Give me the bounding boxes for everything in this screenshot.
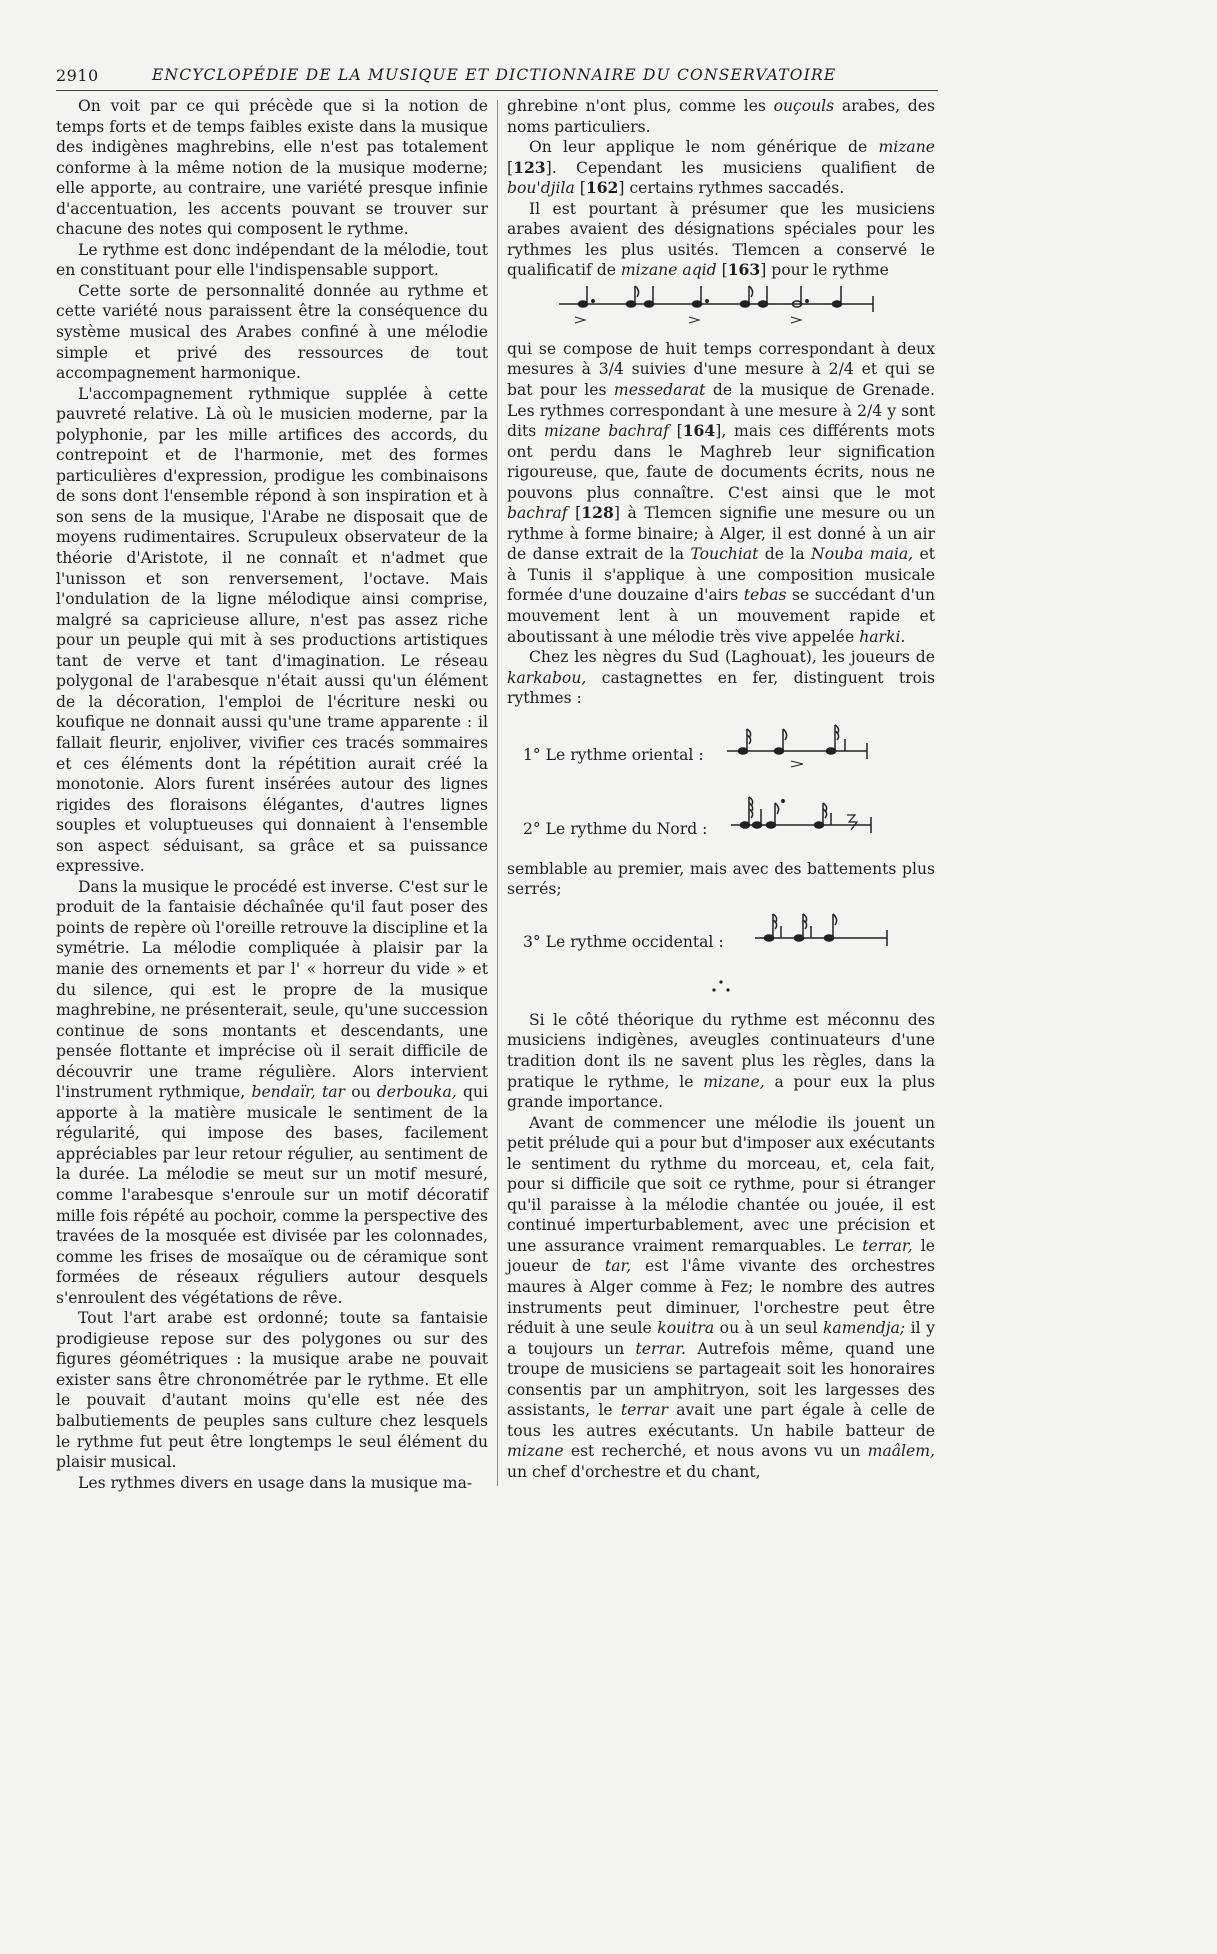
rhythm-nord-notation: [721, 789, 891, 853]
paragraph: ghrebine n'ont plus, comme les ouçouls arabes, des noms particuliers.: [507, 97, 935, 136]
rhythm-oriental-notation: [717, 709, 887, 779]
paragraph: L'accompagnement rythmique supplée à cette pauvreté relative. Là où le musicien moderne, par la polyphonie, par les mille artifices des accords, du contrepoint et de l'harmonie, met des formes particulières d'expression, prodigue les combinaisons de sons dont l'ensemble répond à son inspiration et à son sens de la musique, l'Arabe ne disposait que de moyens rudimentaires. Scrupuleux observateur de la théorie d'Aristote, il ne connaît et n'admet que l'unisson et son renversement, l'octave. Mais l'ondulation de la ligne mélodique ainsi comprise, malgré sa capricieuse allure, n'est pas assez riche pour un peuple qui mit à ses productions artistiques tant de verve et tant d'imagination. Le réseau polygonal de l'arabesque n'était aussi qu'un élément de la décoration, l'emploi de l'écriture neski ou koufique ne donnait aussi qu'une trame apparente : il fallait fleurir, enjoliver, vivifier ces tracés sommaires et ces éléments dont la répétition aurait créé la monotonie. Alors furent insérées autour des lignes rigides des floraisons élégantes, d'autres lignes souples et voluptueuses qui donnaient à l'ensemble son aspect séduisant, sa grâce et sa puissance expressive.: [56, 384, 488, 876]
paragraph: On voit par ce qui précède que si la notion de temps forts et de temps faibles existe dans la musique des indigènes maghrebins, elle n'est pas totalement conforme à la même notion de la musique moderne; elle apporte, au contraire, une variété presque infinie d'accentuation, les accents pouvant se trouver sur chacune des notes qui composent le rythme.: [56, 97, 488, 239]
paragraph: Si le côté théorique du rythme est méconnu des musiciens indigènes, aveugles continuateurs d'une tradition dont ils ne savent plus les règles, dans la pratique le rythme, le mizane, a pour eux la plus grande importance.: [507, 1010, 935, 1112]
paragraph: Cette sorte de personnalité donnée au rythme et cette variété nous paraissent être la conséquence du système musical des Arabes confiné à une mélodie simple et privé des ressources de tout accompagnement harmonique.: [56, 281, 488, 383]
paragraph: semblable au premier, mais avec des battements plus serrés;: [507, 859, 935, 899]
paragraph: Chez les nègres du Sud (Laghouat), les joueurs de karkabou, castagnettes en fer, distinguent trois rythmes :: [507, 648, 935, 708]
paragraph: Tout l'art arabe est ordonné; toute sa fantaisie prodigieuse repose sur des polygones ou sur des figures géométriques : la musique arabe ne pouvait exister sans être chronométrée par le rythme. Et elle le pouvait d'autant moins qu'elle est née des balbutiements de peuples sans culture chez lesquels le rythme fut peut être longtemps le seul élément du plaisir musical.: [56, 1309, 488, 1472]
header-rule: [56, 90, 938, 91]
rhythm-label: 1° Le rythme oriental :: [523, 745, 704, 764]
asterism-ornament: [507, 972, 935, 1010]
rhythm-label: 3° Le rythme occidental :: [523, 932, 724, 951]
paragraph: qui se compose de huit temps correspondant à deux mesures à 3/4 suivies d'une mesure à 2/4 et qui se bat pour les messedarat de la musique de Grenade. Les rythmes correspondant à une mesure à 2/4 y sont dits mizane bachraf [164], mais ces différents mots ont perdu dans le Maghreb leur signification rigoureuse, que, faute de documents écrits, nous ne pouvons plus connaître. C'est ainsi que le mot bachraf [128] à Tlemcen signifie une mesure ou un rythme à forme binaire; à Alger, il est donné à un air de danse extrait de la Touchiat de la Nouba maia, et à Tunis il s'applique à une composition musicale formée d'une douzaine d'airs tebas se succédant d'un mouvement lent à un mouvement rapide et aboutissant à une mélodie très vive appelée harki.: [507, 339, 935, 646]
paragraph: Dans la musique le procédé est inverse. C'est sur le produit de la fantaisie déchaînée qu'il faut poser des points de repère où l'oreille retrouve la discipline et la symétrie. La mélodie compliquée à plaisir par la manie des ornements et par l' « horreur du vide » et du silence, qui est le propre de la musique maghrebine, ne présenterait, seule, qu'une succession continue de sons montants et descendants, une pensée flottante et imprécise où il serait difficile de découvrir une trame régulière. Alors intervient l'instrument rythmique, bendaïr, tar ou derbouka, qui apporte à la matière musicale le sentiment de la régularité, qui impose des bases, facilement appréciables par leur retour régulier, au sentiment de la durée. La mélodie se meut sur un motif mesuré, comme l'arabesque s'enroule sur un motif décoratif mille fois répété au pochoir, comme la perspective des travées de la mosquée est divisée par les colonnades, comme les frises de mosaïque ou de céramique sont formées de réseaux réguliers autour desquels s'enroulent des végétations de rêve.: [56, 877, 488, 1307]
column-divider: [497, 100, 498, 1486]
paragraph: Le rythme est donc indépendant de la mélodie, tout en constituant pour elle l'indispensable support.: [56, 240, 488, 280]
paragraph: Il est pourtant à présumer que les musiciens arabes avaient des désignations spéciales pour les rythmes les plus usités. Tlemcen a conservé le qualificatif de mizane aqid [163] pour le rythme: [507, 199, 935, 280]
rhythm-notation-mizane-aqid: [507, 281, 935, 339]
right-column: [507, 96, 935, 1482]
rhythm-nord: [507, 789, 935, 859]
paragraph: Avant de commencer une mélodie ils jouent un petit prélude qui a pour but d'imposer aux exécutants le sentiment du rythme du morceau, et, cela fait, pour si difficile que soit ce rythme, pour si étranger qu'il paraisse à la mélodie chantée ou jouée, il est continué imperturbablement, avec une précision et une assurance vraiment remarquables. Le terrar, le joueur de tar, est l'âme vivante des orchestres maures à Alger comme à Fez; le nombre des autres instruments peut diminuer, l'orchestre peut être réduit à une seule kouitra ou à un seul kamendja; il y a toujours un terrar. Autrefois même, quand une troupe de musiciens se partageait soit les honoraires consentis par un amphitryon, soit les largesses des assistants, le terrar avait une part égale à celle de tous les autres exécutants. Un habile batteur de mizane est recherché, et nous avons vu un maâlem, un chef d'orchestre et du chant,: [507, 1113, 936, 1481]
music-notation-figure: [507, 281, 935, 339]
paragraph: On leur applique le nom générique de mizane [123]. Cependant les musiciens qualifient de bou'djila [162] certains rythmes saccadés.: [507, 138, 935, 198]
page-header: [56, 66, 936, 88]
rhythm-occidental-notation: [747, 900, 897, 960]
paragraph: Les rythmes divers en usage dans la musique ma-: [78, 1473, 473, 1492]
rhythm-label: 2° Le rythme du Nord :: [523, 819, 708, 838]
left-column: [56, 96, 488, 1493]
rhythm-occidental: [507, 900, 935, 972]
rhythm-oriental: [507, 709, 935, 789]
page-number: 2910: [56, 66, 99, 85]
running-title: ENCYCLOPÉDIE DE LA MUSIQUE ET DICTIONNAIRE DU CONSERVATOIRE: [152, 66, 837, 84]
section-ornament: [507, 972, 935, 1010]
